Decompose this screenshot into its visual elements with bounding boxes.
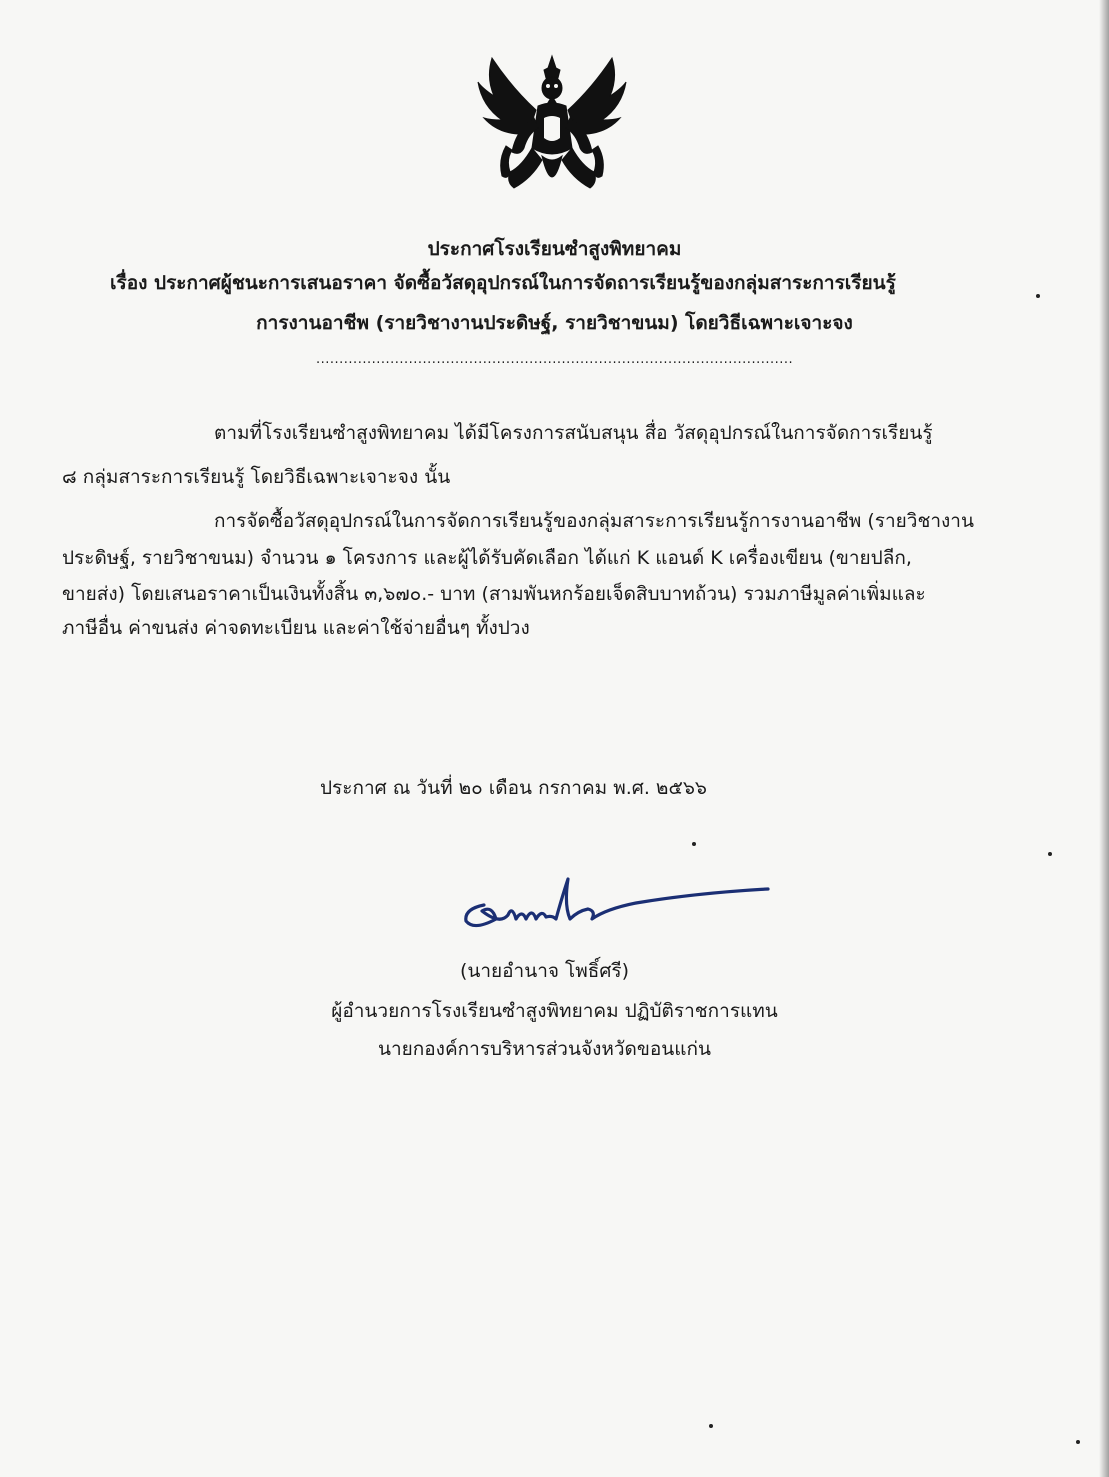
paper-speck [1076,1440,1080,1444]
divider-dots: ....................................................................................................... [316,352,794,367]
signer-position: ผู้อำนวยการโรงเรียนซำสูงพิทยาคม ปฏิบัติราชการแทน [331,1000,778,1022]
paper-speck [1048,852,1052,856]
paper-speck [692,842,696,846]
announcement-date: ประกาศ ณ วันที่ ๒๐ เดือน กรกาคม พ.ศ. ๒๕๖๖ [320,777,707,799]
subject-line: เรื่อง ประกาศผู้ชนะการเสนอราคา จัดซื้อวัสดุอุปกรณ์ในการจัดถารเรียนรู้ของกลุ่มสาระการเรียนรู้ [110,272,896,294]
page-edge-shadow [1099,0,1109,1477]
signer-organization: นายกองค์การบริหารส่วนจังหวัดขอนแก่น [377,1038,712,1060]
document-title: ประกาศโรงเรียนซำสูงพิทยาคม [427,238,682,260]
paper-speck [1036,294,1040,298]
body-paragraph-2-cont: ประดิษฐ์, รายวิชาขนม) จำนวน ๑ โครงการ และผู้ได้รับคัดเลือก ได้แก่ K แอนด์ K เครื่องเขียน (ขายปลีก, [62,547,912,569]
signer-name: (นายอำนาจ โพธิ์ศรี) [459,960,630,982]
body-paragraph-2-cont: ภาษีอื่น ค่าขนส่ง ค่าจดทะเบียน และค่าใช้จ่ายอื่นๆ ทั้งปวง [62,617,530,639]
body-paragraph-1: ตามที่โรงเรียนซำสูงพิทยาคม ได้มีโครงการสนับสนุน สื่อ วัสดุอุปกรณ์ในการจัดการเรียนรู้ [214,422,933,444]
garuda-emblem-icon [472,48,632,198]
handwritten-signature [456,875,776,935]
paper-speck [709,1424,713,1428]
body-paragraph-2: การจัดซื้อวัสดุอุปกรณ์ในการจัดการเรียนรู้ของกลุ่มสาระการเรียนรู้การงานอาชีพ (รายวิชางาน [214,510,974,532]
body-paragraph-1-cont: ๘ กลุ่มสาระการเรียนรู้ โดยวิธีเฉพาะเจาะจง นั้น [62,466,451,488]
body-paragraph-2-cont: ขายส่ง) โดยเสนอราคาเป็นเงินทั้งสิ้น ๓,๖๗๐.- บาท (สามพันหกร้อยเจ็ดสิบบาทถ้วน) รวมภาษีมูลค่าเพิ่มและ [62,583,926,605]
subject-continuation: การงานอาชีพ (รายวิชางานประดิษฐ์, รายวิชาขนม) โดยวิธีเฉพาะเจาะจง [256,312,853,334]
